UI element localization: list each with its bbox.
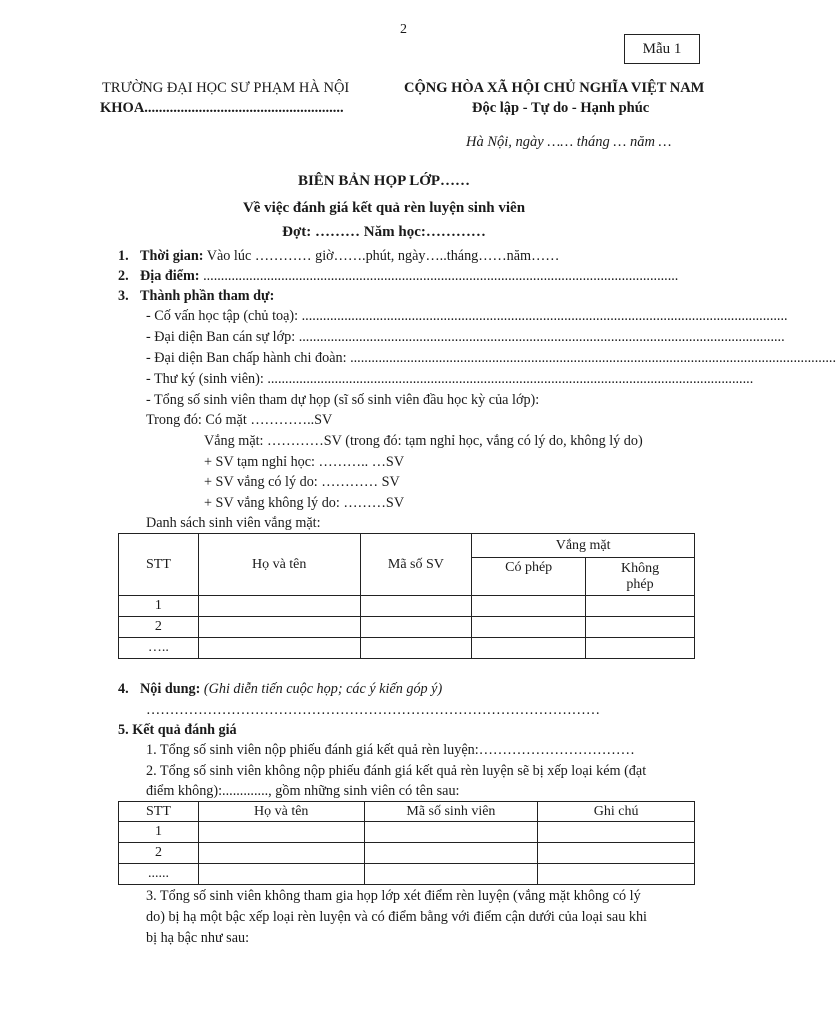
row-stt: 1 bbox=[119, 822, 199, 843]
fill-dots: ......................................................................................................................................... bbox=[301, 308, 788, 324]
total-attendees: - Tổng số sinh viên tham dự họp (sĩ số sinh viên đầu học kỳ của lớp): bbox=[146, 392, 540, 408]
submitted-count: 1. Tổng số sinh viên nộp phiếu đánh giá kết quả rèn luyện:…………………………… bbox=[146, 742, 635, 758]
header-absent: Vắng mặt bbox=[472, 534, 695, 558]
content-dots: …………………………………………………………………………………… bbox=[146, 702, 600, 718]
date-line: Hà Nội, ngày …… tháng … năm … bbox=[466, 134, 672, 150]
results-heading: 5. Kết quả đánh giá bbox=[118, 722, 237, 738]
header-note: Ghi chú bbox=[538, 802, 695, 822]
section-number: 4. bbox=[118, 681, 129, 697]
not-submitted-table bbox=[118, 801, 695, 885]
header-student-id: Mã số SV bbox=[360, 534, 472, 596]
section-label: Địa điểm: bbox=[140, 268, 200, 284]
fill-dots: ......................................................................................................................................... bbox=[267, 371, 754, 387]
table-cell bbox=[198, 596, 360, 617]
nation-heading: CỘNG HÒA XÃ HỘI CHỦ NGHĨA VIỆT NAM bbox=[404, 80, 705, 96]
section-number: 2. bbox=[118, 268, 129, 284]
faculty-line: KHOA....................................................... bbox=[100, 100, 344, 116]
row-stt: 2 bbox=[119, 843, 199, 864]
section-content bbox=[118, 681, 442, 698]
fill-dots: ......................................................................................................................................... bbox=[350, 350, 836, 366]
section-number: 1. bbox=[118, 248, 129, 264]
class-committee-label: - Đại diện Ban cán sự lớp: bbox=[146, 329, 296, 345]
youth-union-line bbox=[146, 350, 836, 367]
table-row bbox=[119, 864, 695, 885]
section-number: 3. bbox=[118, 288, 129, 304]
table-cell bbox=[538, 843, 695, 864]
section-label: Thời gian: bbox=[140, 248, 204, 264]
row-stt: 1 bbox=[119, 596, 199, 617]
table-cell bbox=[538, 864, 695, 885]
session-line: Đợt: ……… Năm học:………… bbox=[282, 224, 486, 240]
section-label: Thành phần tham dự: bbox=[140, 288, 275, 304]
table-row bbox=[119, 822, 695, 843]
section-label: Nội dung: bbox=[140, 681, 201, 697]
table-cell bbox=[472, 617, 586, 638]
content-note: (Ghi diễn tiến cuộc họp; các ý kiến góp ý) bbox=[203, 681, 443, 697]
absent-penalty-line-1: 3. Tổng số sinh viên không tham gia họp lớp xét điểm rèn luyện (vắng mặt không có lý bbox=[146, 888, 641, 904]
school-name: TRƯỜNG ĐẠI HỌC SƯ PHẠM HÀ NỘI bbox=[102, 80, 350, 96]
table-row bbox=[119, 617, 695, 638]
section-time bbox=[118, 248, 559, 265]
suspended-count: + SV tạm nghỉ học: ……….. …SV bbox=[204, 454, 405, 470]
not-submitted-line-1: 2. Tổng số sinh viên không nộp phiếu đánh giá kết quả rèn luyện sẽ bị xếp loại kém (đạt bbox=[146, 763, 647, 779]
fill-dots: ...................................................................................................................................... bbox=[203, 268, 679, 284]
table-cell bbox=[586, 617, 695, 638]
advisor-line bbox=[146, 308, 788, 325]
table-cell bbox=[364, 843, 538, 864]
time-text: Vào lúc ………… giờ…….phút, ngày…..tháng……năm…… bbox=[206, 248, 560, 264]
table-cell bbox=[198, 617, 360, 638]
row-stt: ...... bbox=[119, 864, 199, 885]
header-name: Họ và tên bbox=[198, 802, 364, 822]
table-cell bbox=[198, 638, 360, 659]
document-subtitle: Về việc đánh giá kết quả rèn luyện sinh viên bbox=[242, 200, 526, 216]
table-cell bbox=[360, 617, 472, 638]
header-excused: Có phép bbox=[472, 558, 586, 596]
youth-union-label: - Đại diện Ban chấp hành chi đoàn: bbox=[146, 350, 347, 366]
absent-students-table bbox=[118, 533, 695, 659]
unexcused-count: + SV vắng không lý do: ………SV bbox=[204, 495, 405, 511]
table-cell bbox=[198, 843, 364, 864]
excused-count: + SV vắng có lý do: ………… SV bbox=[204, 474, 400, 490]
advisor-label: - Cố vấn học tập (chủ toạ): bbox=[146, 308, 299, 324]
table-cell bbox=[198, 822, 364, 843]
secretary-label: - Thư ký (sinh viên): bbox=[146, 371, 264, 387]
document-title: BIÊN BẢN HỌP LỚP…… bbox=[297, 173, 471, 189]
table-cell bbox=[360, 638, 472, 659]
header-student-id: Mã số sinh viên bbox=[364, 802, 538, 822]
table-cell bbox=[472, 596, 586, 617]
table-cell bbox=[586, 638, 695, 659]
table-cell bbox=[364, 822, 538, 843]
table-row bbox=[119, 843, 695, 864]
table-cell bbox=[538, 822, 695, 843]
header-stt: STT bbox=[119, 802, 199, 822]
header-stt: STT bbox=[119, 534, 199, 596]
secretary-line bbox=[146, 371, 754, 388]
table-cell bbox=[472, 638, 586, 659]
row-stt: 2 bbox=[119, 617, 199, 638]
section-location bbox=[118, 268, 681, 285]
table-cell bbox=[198, 864, 364, 885]
page-number: 2 bbox=[400, 22, 407, 37]
absent-count: Vắng mặt: …………SV (trong đó: tạm nghỉ học, vắng có lý do, không lý do) bbox=[204, 433, 643, 449]
header-name: Họ và tên bbox=[198, 534, 360, 596]
table-row bbox=[119, 638, 695, 659]
table-cell bbox=[586, 596, 695, 617]
table-row bbox=[119, 596, 695, 617]
class-committee-line bbox=[146, 329, 785, 346]
header-unexcused: Không phép bbox=[586, 558, 695, 596]
absent-penalty-line-3: bị hạ bậc như sau: bbox=[146, 930, 250, 946]
present-count: Trong đó: Có mặt …………..SV bbox=[146, 412, 333, 428]
national-motto: Độc lập - Tự do - Hạnh phúc bbox=[472, 100, 650, 116]
absent-penalty-line-2: do) bị hạ một bậc xếp loại rèn luyện và có điểm bằng với điểm cận dưới của loại sau khi bbox=[146, 909, 647, 925]
table-cell bbox=[364, 864, 538, 885]
row-stt: ….. bbox=[119, 638, 199, 659]
form-label-box bbox=[624, 34, 700, 64]
fill-dots: ......................................................................................................................................... bbox=[298, 329, 785, 345]
absent-list-label: Danh sách sinh viên vắng mặt: bbox=[146, 515, 321, 531]
section-attendees bbox=[118, 288, 274, 305]
form-label: Mẫu 1 bbox=[642, 40, 682, 57]
table-cell bbox=[360, 596, 472, 617]
not-submitted-line-2: điểm không):............., gồm những sinh viên có tên sau: bbox=[146, 783, 460, 799]
